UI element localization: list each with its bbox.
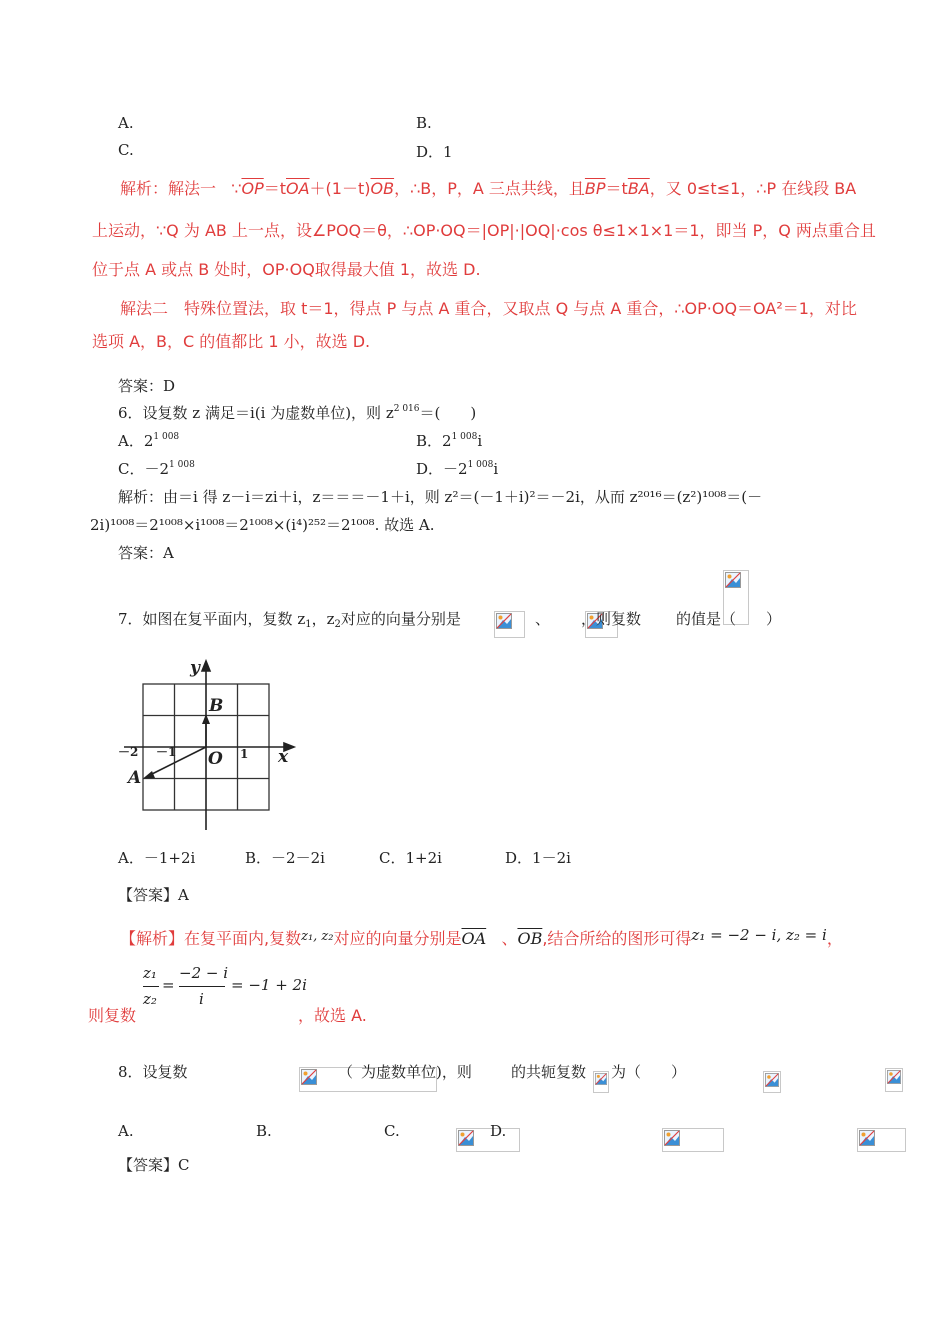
fraction-denominator-2: i (199, 990, 204, 1008)
q5-option-a: A. (118, 114, 134, 132)
broken-image-icon (494, 611, 525, 638)
broken-image-icon (662, 1128, 724, 1152)
q8-option-a: A. (118, 1122, 134, 1140)
tick-neg2: －2 (118, 745, 139, 759)
q8-stem-e: 为（ ） (611, 1063, 687, 1081)
q5-solution-line2: 上运动，∵Q 为 AB 上一点，设∠POQ＝θ，∴OP·OQ＝|OP|·|OQ|·cos θ≤1×1×1＝1，即当 P，Q 两点重合且 (92, 221, 876, 240)
fraction-numerator-2: −2 − i (179, 964, 229, 982)
q5-answer: 答案：D (118, 377, 176, 395)
vector-oa-arrowhead (143, 771, 155, 779)
q5-solution-line1: 解析：解法一 $\because\overline{OP}=t\overline{OA}+(1-t)\overline{OB}$，∴B，P，A 三点共线，且$\overline{BP}=t\overline{BA}$，又 0≤t≤1，∴P 在线段 BA (120, 179, 857, 198)
q7-solution-line2: 则复数 (88, 1006, 137, 1025)
q6-option-b: B．$2^{1 008}i$ (416, 432, 483, 450)
q7-solution-line1: 【解析】在复平面内,复数$^{z_1, z_2}$对应的向量分别是$\overline{OA}$ 、$\overline{OB}$,结合所给的图形可得z₁ = −2 − i, z₂ = i， (120, 926, 843, 948)
q6-stem: 6．设复数 z 满足＝i(i 为虚数单位)，则 $z^{2 016}=$( ) (118, 404, 477, 422)
q8-option-b: B. (256, 1122, 272, 1140)
q6-option-c: C．$-2^{1 008}$ (118, 460, 195, 478)
q7-option-d: D．1－2i (505, 849, 571, 867)
q5-solution-line3: 位于点 A 或点 B 处时，OP·OQ取得最大值 1，故选 D. (92, 260, 481, 279)
fraction-result: = −1 + 2i (231, 976, 307, 994)
tick-1: 1 (240, 747, 249, 761)
q8-stem-b: （ (338, 1063, 354, 1081)
origin-label: O (208, 749, 223, 769)
point-b-label: B (209, 696, 224, 716)
q7-option-c: C．1+2i (379, 849, 442, 867)
q7-stem-end: 的值是（ ） (676, 610, 782, 628)
fraction-denominator-1: z₂ (143, 990, 157, 1008)
q7-solution-end: ，故选 A. (298, 1006, 367, 1025)
y-axis-label: y (190, 658, 200, 678)
q6-option-d: D．$-2^{1 008}i$ (416, 460, 499, 478)
q8-option-d: D. (490, 1122, 507, 1140)
broken-image-icon (763, 1071, 781, 1093)
q5-solution2-line1: 解法二 特殊位置法，取 t＝1，得点 P 与点 A 重合，又取点 Q 与点 A 重合，∴OP·OQ＝OA²＝1，对比 (120, 299, 857, 318)
q5-solution2-line2: 选项 A，B，C 的值都比 1 小，故选 D. (92, 332, 371, 351)
complex-plane-figure (112, 652, 302, 834)
q8-stem-d: 的共轭复数 (511, 1063, 587, 1081)
fraction-numerator-1: z₁ (143, 964, 157, 982)
q6-answer: 答案：A (118, 544, 174, 562)
q5-option-d: D．1 (416, 143, 453, 161)
q5-option-b: B. (416, 114, 432, 132)
q8-answer: 【答案】C (118, 1156, 190, 1174)
q7-stem: 7．如图在复平面内，复数 $z_1$，$z_2$对应的向量分别是 (118, 610, 461, 630)
q7-option-b: B．－2－2i (245, 849, 325, 867)
q6-option-a: A．$2^{1 008}$ (118, 432, 180, 450)
q8-stem-a: 8．设复数 (118, 1063, 188, 1081)
q7-stem-mid: ，则复数 (581, 610, 642, 628)
x-axis-label: x (278, 747, 289, 767)
broken-image-icon (593, 1071, 609, 1093)
broken-image-icon (885, 1068, 903, 1092)
point-a-label: A (128, 768, 142, 788)
broken-image-icon (456, 1128, 520, 1152)
q6-solution-line2: 2i)¹⁰⁰⁸＝2¹⁰⁰⁸×i¹⁰⁰⁸＝2¹⁰⁰⁸×(i⁴)²⁵²＝2¹⁰⁰⁸. 故选 A. (90, 516, 435, 534)
q6-solution-line1: 解析：由＝i 得 z－i＝zi＋i，z＝＝＝－1＋i，则 z²＝(－1＋i)²＝－2i，从而 z²⁰¹⁶＝(z²)¹⁰⁰⁸＝(－ (118, 488, 763, 506)
q7-stem-sep: 、 (535, 610, 551, 628)
broken-image-icon (857, 1128, 906, 1152)
q7-answer: 【答案】A (118, 886, 189, 904)
q8-option-c: C. (384, 1122, 400, 1140)
q5-option-c: C. (118, 141, 134, 159)
q8-stem-c: 为虚数单位)，则 (361, 1063, 472, 1081)
tick-neg1: －1 (156, 745, 177, 759)
q7-option-a: A．－1+2i (118, 849, 196, 867)
